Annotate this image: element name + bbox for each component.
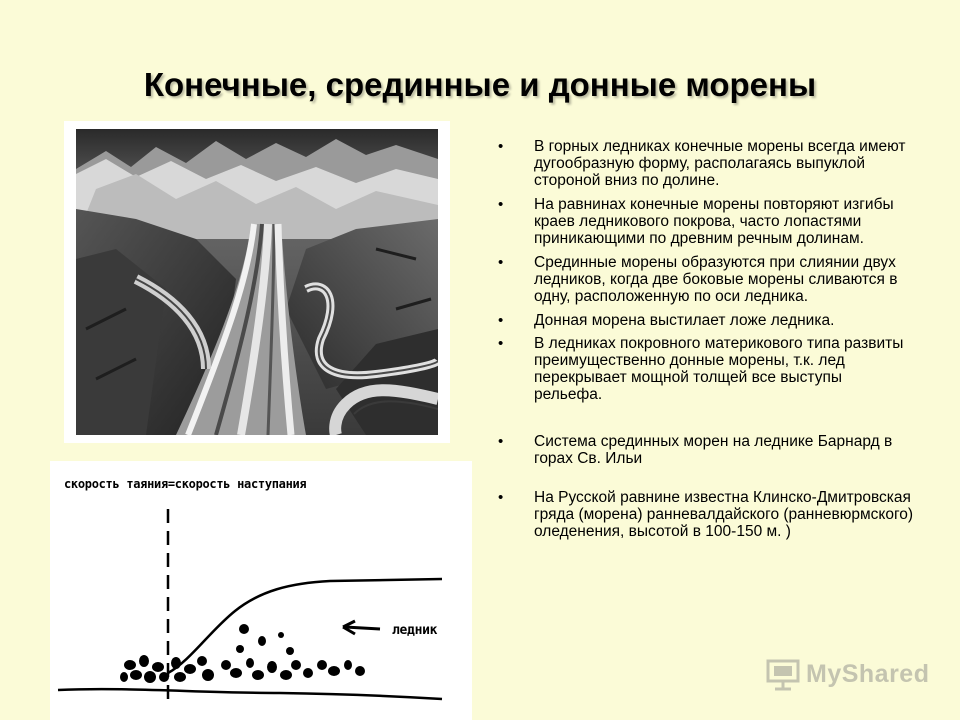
bullet-item [494,489,914,540]
slide-title: Конечные, срединные и донные морены [143,66,817,103]
bullet-item [494,433,914,467]
watermark-text: MyShared [806,659,930,688]
bullet-marker: • [498,254,504,271]
bullet-item [494,335,914,403]
bullet-text: В горных ледниках конечные морены всегда имеют дугообразную форму, располагаясь выпуклой стороной вниз по долине. [534,138,906,189]
bullet-item [494,254,914,305]
moraine-diagram [50,461,472,720]
bullet-text: Система срединных морен на леднике Барнард в горах Св. Ильи [534,433,893,467]
bullet-marker: • [498,138,504,155]
bullet-marker: • [498,433,504,450]
moraine-diagram-drawing [50,461,472,720]
bullet-text: Срединные морены образуются при слиянии двух ледников, когда две боковые морены сливаются в одну, расположенную по оси ледника. [534,254,898,305]
bullet-text: В ледниках покровного материкового типа развиты преимущественно донные морены, т.к. лед перекрывает мощной толщей все выступы рельефа. [534,335,904,403]
glacier-photo [64,121,450,443]
bullet-text: Донная морена выстилает ложе ледника. [534,312,835,329]
bullet-marker: • [498,335,504,352]
diagram-label-top: скорость таяния=скорость наступания [64,477,307,491]
bullet-list [494,138,914,540]
diagram-label-glacier: ледник [392,623,438,638]
bullet-item [494,138,914,189]
bullet-marker: • [498,312,504,329]
bullet-item [494,196,914,247]
glacier-photo-image [76,129,438,435]
bullet-marker: • [498,489,504,506]
bullet-marker: • [498,196,504,213]
watermark [766,656,929,692]
bullet-item [494,312,914,329]
presentation-board-icon [766,657,800,691]
bullet-text: На Русской равнине известна Клинско-Дмитровская гряда (морена) ранневалдайского (ранневюрмского) оледенения, высотой в 100-150 м. ) [534,489,914,540]
bullet-text: На равнинах конечные морены повторяют изгибы краев ледникового покрова, часто лопастями приникающими по древним речным долинам. [534,196,894,247]
